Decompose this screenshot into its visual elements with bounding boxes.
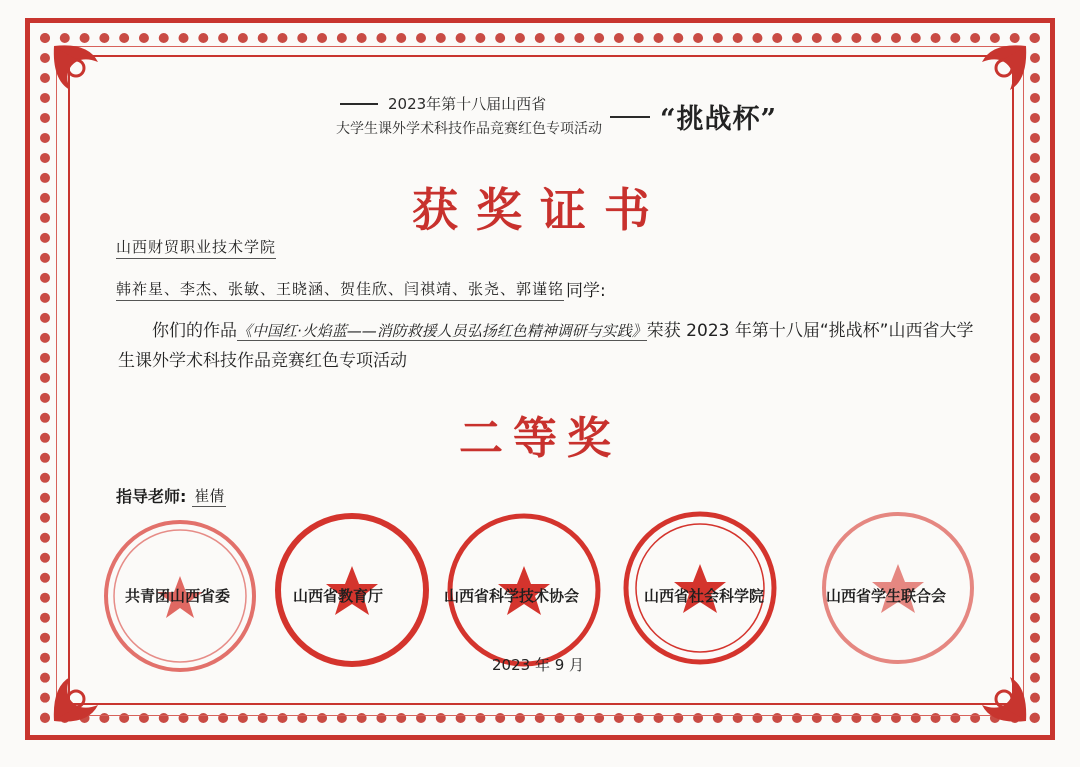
award-statement — [118, 316, 978, 376]
work-title: 《中国红·火焰蓝——消防救援人员弘扬红色精神调研与实践》 — [237, 322, 647, 340]
header-year-text: 2023年第十八届山西省 — [388, 95, 547, 113]
org-student-union: 山西省学生联合会 — [826, 587, 947, 605]
advisor-name: 崔倩 — [194, 487, 225, 505]
statement-suffix: 荣获 2023 年第十八届“挑战杯”山西省大学生课外学术科技作品竞赛红色专项活动 — [118, 321, 974, 371]
award-level: 二等奖 — [459, 413, 621, 464]
statement-prefix: 你们的作品 — [152, 321, 237, 341]
org-youth-league: 共青团山西省委 — [125, 587, 231, 605]
dash-decoration — [340, 103, 378, 105]
corner-ornament-icon — [954, 40, 1032, 110]
students-suffix: 同学: — [566, 281, 606, 301]
students-row — [116, 276, 606, 301]
cup-title: “挑战杯” — [660, 104, 778, 135]
header-line-2: 大学生课外学术科技作品竞赛红色专项活动 — [336, 121, 602, 137]
org-science-assoc: 山西省科学技术协会 — [444, 587, 580, 605]
student-names: 韩祚星、李杰、张敏、王晓涵、贺佳欣、闫祺靖、张尧、郭谨铭 — [116, 278, 564, 301]
advisor-label: 指导老师: — [116, 487, 187, 506]
certificate-title: 获奖证书 — [412, 183, 668, 237]
header-cup — [610, 97, 777, 136]
school-name: 山西财贸职业技术学院 — [116, 236, 276, 259]
dash-decoration — [610, 116, 650, 118]
org-social-science: 山西省社会科学院 — [644, 587, 765, 605]
issue-date: 2023 年 9 月 — [492, 656, 585, 674]
org-education-dept: 山西省教育厅 — [293, 587, 384, 605]
corner-ornament-icon — [48, 40, 126, 110]
advisor-row — [116, 484, 226, 507]
header-line-1 — [340, 93, 640, 114]
